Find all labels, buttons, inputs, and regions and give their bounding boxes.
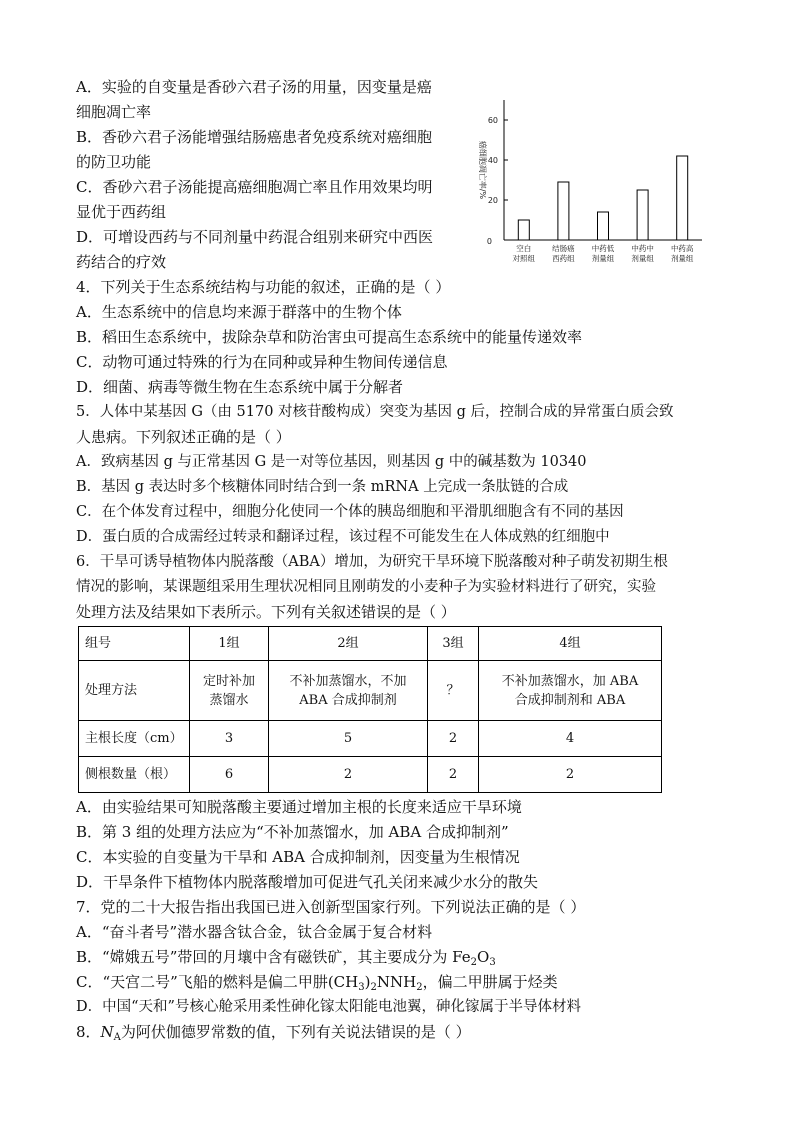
table-row [79, 627, 662, 661]
text-line: 显优于西药组 [76, 203, 167, 221]
option-b: B．基因 g 表达时多个核糖体同时结合到一条 mRNA 上完成一条肽链的合成 [76, 479, 569, 495]
formula-text: NNH [376, 973, 417, 991]
option-text: ，偏二甲肼属于烃类 [422, 973, 558, 991]
text-line: 的防卫功能 [76, 153, 152, 171]
cell-text: ABA 合成抑制剂 [299, 692, 397, 708]
question-6-stem-cont: 情况的影响，某课题组采用生理状况相同且刚萌发的小麦种子为实验材料进行了研究，实验 [76, 579, 656, 595]
table-header-cell: 组号 [79, 627, 190, 661]
question-6-stem: 6．干旱可诱导植物体内脱落酸（ABA）增加，为研究干旱环境下脱落酸对种子萌发初期生根 [76, 554, 668, 570]
question-7-stem: 7．党的二十大报告指出我国已进入创新型国家行列。下列说法正确的是（ ） [76, 898, 586, 916]
y-axis-label: 癌细胞凋亡率/% [478, 140, 487, 200]
table-row-label: 处理方法 [79, 661, 190, 721]
table-cell: 5 [269, 721, 428, 757]
cell-text: 不补加蒸馏水，不加 [289, 673, 407, 689]
x-tick-label: 中药中 [631, 244, 654, 253]
y-tick-label: 40 [487, 156, 498, 165]
table-row-label: 侧根数量（根） [79, 757, 190, 793]
cell-text: 定时补加 [202, 673, 255, 689]
question-5-stem: 5．人体中某基因 G（由 5170 对核苷酸构成）突变为基因 g 后，控制合成的异常蛋白质会致 [76, 404, 674, 420]
option-a: A．由实验结果可知脱落酸主要通过增加主根的长度来适应干旱环境 [76, 798, 522, 816]
x-tick-label: 剂量组 [670, 254, 694, 263]
formula-sub: 3 [358, 982, 365, 993]
text-line: C．香砂六君子汤能提高癌细胞凋亡率且作用效果均明 [76, 178, 433, 196]
question-4-stem: 4．下列关于生态系统结构与功能的叙述，正确的是（ ） [76, 278, 451, 296]
question-6-stem-cont: 处理方法及结果如下表所示。下列有关叙述错误的是（ ） [76, 603, 456, 621]
table-row [79, 721, 662, 757]
table-cell [479, 661, 662, 721]
y-tick-label: 60 [487, 116, 498, 125]
table-cell: 2 [428, 757, 479, 793]
table-row-label: 主根长度（cm） [79, 721, 190, 757]
text-line: 细胞凋亡率 [76, 103, 152, 121]
table-row [79, 757, 662, 793]
option-d: D．细菌、病毒等微生物在生态系统中属于分解者 [76, 378, 404, 396]
y-tick-label: 0 [486, 237, 492, 246]
x-tick-label: 西药组 [552, 254, 575, 263]
x-tick-label: 对照组 [512, 254, 536, 263]
x-tick-label: 中药低 [591, 244, 615, 253]
table-header-cell: 4组 [479, 627, 662, 661]
text-line: D．可增设西药与不同剂量中药混合组别来研究中西医 [76, 228, 434, 246]
formula-text: ) [364, 973, 371, 991]
option-a: A．致病基因 g 与正常基因 G 是一对等位基因，则基因 g 中的碱基数为 10340 [76, 454, 587, 470]
text-line: B．香砂六君子汤能增强结肠癌患者免疫系统对癌细胞 [76, 128, 433, 146]
text-line: A．实验的自变量是香砂六君子汤的用量，因变量是癌 [76, 78, 432, 96]
option-d: D．干旱条件下植物体内脱落酸增加可促进气孔关闭来减少水分的散失 [76, 873, 539, 891]
table-cell: 3 [190, 721, 269, 757]
option-d: D．蛋白质的合成需经过转录和翻译过程，该过程不可能发生在人体成熟的红细胞中 [76, 529, 610, 545]
bar-1 [558, 182, 569, 240]
option-d: D．中国“天和”号核心舱采用柔性砷化镓太阳能电池翼，砷化镓属于半导体材料 [76, 999, 581, 1015]
option-a: A．生态系统中的信息均来源于群落中的生物个体 [76, 303, 402, 321]
formula-text: Fe [452, 948, 471, 966]
question-5-stem-cont: 人患病。下列叙述正确的是（ ） [76, 428, 291, 446]
formula-sub: 3 [489, 957, 496, 968]
formula-text: (CH [327, 973, 359, 991]
table-cell: 2 [269, 757, 428, 793]
option-c [76, 972, 558, 992]
bar-3 [637, 190, 648, 240]
option-text: B．“嫦娥五号”带回的月壤中含有磁铁矿，其主要成分为 [76, 948, 448, 966]
question-text: 为阿伏伽德罗常数的值，下列有关说法错误的是（ ） [120, 1023, 471, 1041]
bar-0 [518, 220, 529, 240]
bar-4 [677, 156, 688, 240]
experiment-table [78, 626, 662, 793]
x-tick-label: 结肠癌 [552, 244, 575, 253]
bar-2 [598, 212, 609, 240]
table-header-cell: 1组 [190, 627, 269, 661]
question-8-stem [76, 1022, 471, 1042]
formula-text: N [100, 1023, 114, 1041]
option-c: C．动物可通过特殊的行为在同种或异种生物间传递信息 [76, 353, 448, 371]
cell-text: 蒸馏水 [209, 692, 249, 708]
table-header-cell: 3组 [428, 627, 479, 661]
formula-sub: 2 [470, 957, 477, 968]
formula-sub: 2 [370, 982, 377, 993]
table-cell: 2 [428, 721, 479, 757]
table-cell [269, 661, 428, 721]
cell-text: ？ [446, 683, 460, 698]
option-a: A．“奋斗者号”潜水器含钛合金，钛合金属于复合材料 [76, 923, 433, 941]
formula-sub: 2 [416, 982, 423, 993]
table-cell: 4 [479, 721, 662, 757]
table-cell: 2 [479, 757, 662, 793]
x-tick-label: 剂量组 [591, 254, 615, 263]
table-cell [428, 661, 479, 721]
formula-sub: A [113, 1032, 121, 1043]
x-tick-label: 中药高 [670, 244, 694, 253]
cell-text: 不补加蒸馏水，加 ABA [501, 673, 639, 689]
option-b: B．稻田生态系统中，拔除杂草和防治害虫可提高生态系统中的能量传递效率 [76, 328, 583, 346]
x-tick-label: 剂量组 [631, 254, 654, 263]
formula-text: O [477, 948, 490, 966]
apoptosis-bar-chart [466, 96, 706, 266]
option-c: C．本实验的自变量为干旱和 ABA 合成抑制剂，因变量为生根情况 [76, 848, 520, 866]
question-number: 8． [76, 1023, 101, 1041]
y-tick-label: 20 [487, 196, 498, 205]
option-b: B．第 3 组的处理方法应为“不补加蒸馏水，加 ABA 合成抑制剂” [76, 823, 509, 841]
table-cell [190, 661, 269, 721]
option-c: C．在个体发育过程中，细胞分化使同一个体的胰岛细胞和平滑肌细胞含有不同的基因 [76, 504, 624, 520]
option-b [76, 947, 496, 967]
table-row [79, 661, 662, 721]
cell-text: 合成抑制剂和 ABA [514, 692, 626, 708]
table-cell: 6 [190, 757, 269, 793]
x-tick-label: 空白 [516, 244, 532, 253]
text-line: 药结合的疗效 [76, 253, 167, 271]
table-header-cell: 2组 [269, 627, 428, 661]
option-text: C．“天宫二号”飞船的燃料是偏二甲肼 [76, 973, 328, 991]
